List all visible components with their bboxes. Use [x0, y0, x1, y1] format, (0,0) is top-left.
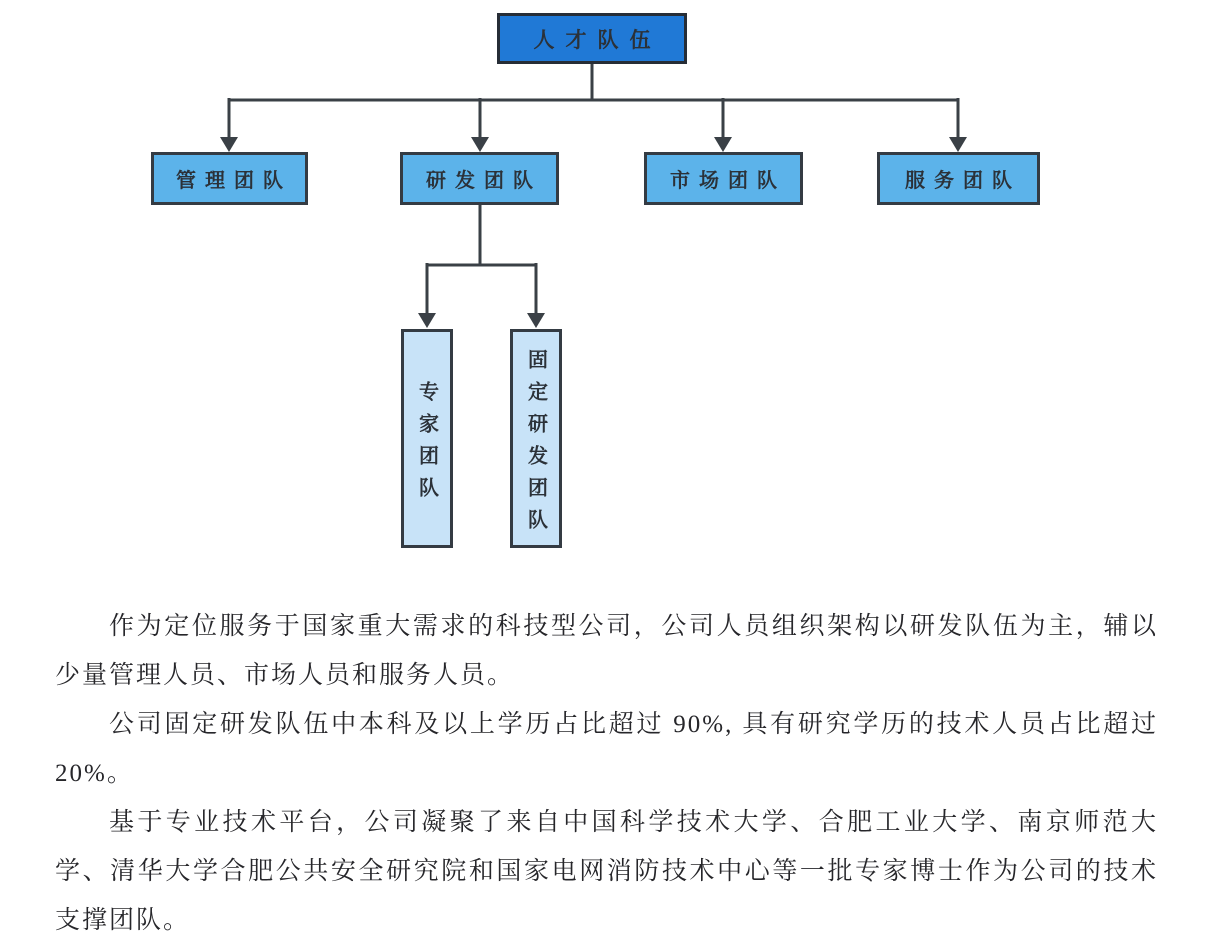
arrowhead-expert-icon [418, 313, 436, 328]
paragraph-education-ratio: 公司固定研发队伍中本科及以上学历占比超过 90%, 具有研究学历的技术人员占比超过20%。 [55, 711, 1158, 787]
org-node-rd-team-label: 研发团队 [426, 170, 542, 192]
arrowhead-market-icon [714, 137, 732, 152]
org-node-rd-team [400, 152, 559, 205]
arrowhead-fixed-rd-icon [527, 313, 545, 328]
arrowhead-service-icon [949, 137, 967, 152]
org-node-fixed-rd-team [510, 329, 562, 548]
arrowhead-group [220, 137, 967, 328]
org-node-root [497, 13, 687, 64]
connector-line-group [229, 64, 958, 314]
arrowhead-management-icon [220, 137, 238, 152]
org-node-market-team [644, 152, 803, 205]
org-node-service-team-label: 服务团队 [905, 170, 1021, 192]
org-node-management-team-label: 管理团队 [176, 170, 292, 192]
org-node-expert-team-label: 专家团队 [415, 380, 438, 509]
org-node-fixed-rd-team-label: 固定研发团队 [524, 348, 547, 541]
org-node-management-team [151, 152, 308, 205]
body-text-block [55, 602, 1158, 945]
paragraph-expert-support: 基于专业技术平台，公司凝聚了来自中国科学技术大学、合肥工业大学、南京师范大学、清华大学合肥公共安全研究院和国家电网消防技术中心等一批专家博士作为公司的技术支撑团队。 [55, 809, 1158, 934]
org-node-expert-team [401, 329, 453, 548]
arrowhead-rd-icon [471, 137, 489, 152]
paragraph-org-structure: 作为定位服务于国家重大需求的科技型公司，公司人员组织架构以研发队伍为主，辅以少量管理人员、市场人员和服务人员。 [55, 613, 1158, 689]
org-node-market-team-label: 市场团队 [670, 170, 786, 192]
org-node-root-label: 人才队伍 [533, 28, 662, 52]
org-node-service-team [877, 152, 1040, 205]
